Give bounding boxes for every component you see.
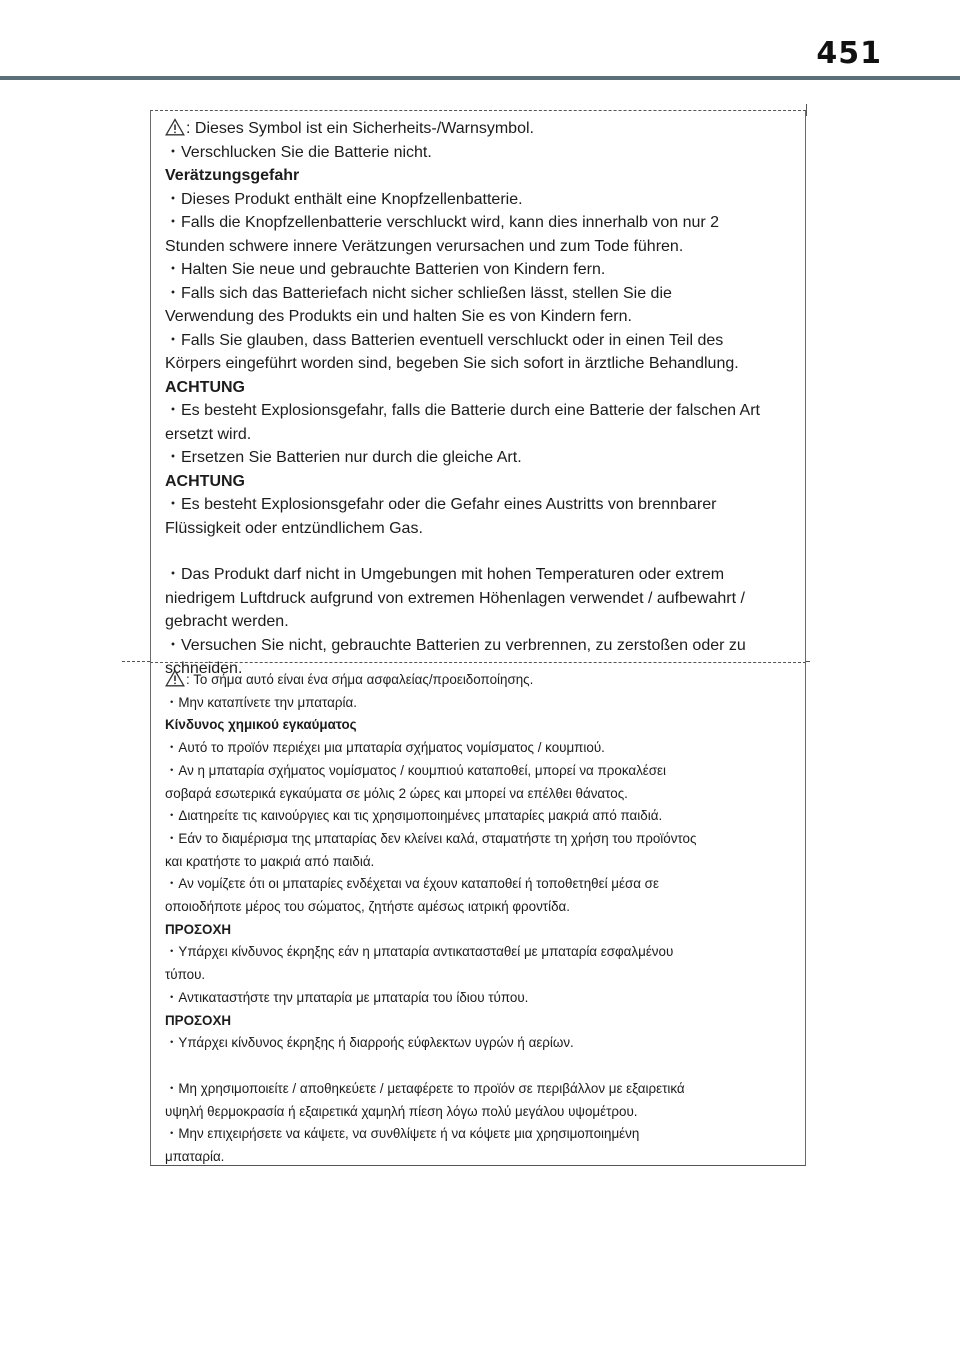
german-text-line: ・Es besteht Explosionsgefahr, falls die Batterie durch eine Batterie der falschen Art [165,402,760,419]
german-text-line: ・Das Produkt darf nicht in Umgebungen mit hohen Temperaturen oder extrem [165,566,725,583]
greek-text-line: μπαταρία. [165,1149,225,1165]
greek-warning-panel [150,662,806,1166]
greek-text-line: ・Διατηρείτε τις καινούργιες και τις χρησιμοποιημένες μπαταρίες μακριά από παιδιά. [165,808,663,824]
greek-text-line: τύπου. [165,967,206,983]
german-text-line: ・Ersetzen Sie Batterien nur durch die gleiche Art. [165,449,522,466]
german-text-line: ・Halten Sie neue und gebrauchte Batterien von Kindern fern. [165,261,606,278]
divider-right-extension [806,661,810,662]
german-text-line: Körpers eingeführt worden sind, begeben Sie sich sofort in ärztliche Behandlung. [165,355,739,372]
greek-text-line: ・Μη χρησιμοποιείτε / αποθηκεύετε / μεταφέρετε το προϊόν σε περιβάλλον με εξαιρετικά [165,1080,685,1096]
greek-text-line: ・Μην καταπίνετε την μπαταρία. [165,694,357,710]
german-lines [165,117,789,681]
greek-symbol-text: : Το σήμα αυτό είναι ένα σήμα ασφαλείας/προειδοποίησης. [186,672,534,687]
divider-left-extension [122,661,150,662]
greek-text-line: ・Αντικαταστήστε την μπαταρία με μπαταρία του ίδιου τύπου. [165,989,529,1005]
greek-text-line: ΠΡΟΣΟΧΗ [165,1012,232,1028]
greek-text-line: ・Υπάρχει κίνδυνος έκρηξης ή διαρροής εύφλεκτων υγρών ή αερίων. [165,1035,574,1051]
german-text-line: ・Falls Sie glauben, dass Batterien eventuell verschluckt oder in einen Teil des [165,331,724,349]
german-text-line: ・Falls sich das Batteriefach nicht sicher schließen lässt, stellen Sie die [165,284,672,302]
german-text-line: ersetzt wird. [165,425,252,443]
greek-text-line: ΠΡΟΣΟΧΗ [165,921,232,937]
greek-text-line: Κίνδυνος χημικού εγκαύματος [165,717,357,733]
greek-text-line: ・Αυτό το προϊόν περιέχει μια μπαταρία σχήματος νομίσματος / κουμπιού. [165,740,605,756]
german-symbol-text: : Dieses Symbol ist ein Sicherheits-/Warnsymbol. [186,120,534,137]
warning-triangle-icon [165,118,185,136]
page-number: 451 [816,36,882,71]
greek-symbol-line [165,669,789,692]
german-text-line: Flüssigkeit oder entzündlichem Gas. [165,519,423,537]
greek-text-line: υψηλή θερμοκρασία ή εξαιρετικά χαμηλή πίεση λόγω πολύ μεγάλου υψομέτρου. [165,1103,638,1119]
german-warning-panel [150,110,806,677]
german-text-line: ・Falls die Knopfzellenbatterie verschluckt wird, kann dies innerhalb von nur 2 [165,214,720,231]
warning-triangle-icon [165,669,185,687]
german-text-line: ACHTUNG [165,378,245,396]
frame-tick [806,104,807,116]
german-text-line: ・Verschlucken Sie die Batterie nicht. [165,143,432,161]
greek-text-line: ・Αν η μπαταρία σχήματος νομίσματος / κουμπιού καταποθεί, μπορεί να προκαλέσει [165,762,666,778]
german-text-line: Stunden schwere innere Verätzungen verursachen und zum Tode führen. [165,237,684,255]
german-text-line: ・Versuchen Sie nicht, gebrauchte Batterien zu verbrennen, zu zerstoßen oder zu [165,636,746,654]
greek-text-line: ・Μην επιχειρήσετε να κάψετε, να συνθλίψετε ή να κόψετε μια χρησιμοποιημένη [165,1126,640,1142]
greek-text-line: ・Υπάρχει κίνδυνος έκρηξης εάν η μπαταρία αντικατασταθεί με μπαταρία εσφαλμένου [165,944,674,960]
header-rule [0,76,960,80]
german-text-line: Verwendung des Produkts ein und halten Sie es von Kindern fern. [165,308,632,325]
german-symbol-line [165,117,789,141]
greek-text-line: σοβαρά εσωτερικά εγκαύματα σε μόλις 2 ώρες και μπορεί να επέλθει θάνατος. [165,785,628,801]
greek-lines [165,669,789,1169]
german-text-line: ACHTUNG [165,472,245,490]
german-text-line: schneiden. [165,660,243,677]
greek-text-line: οποιοδήποτε μέρος του σώματος, ζητήστε αμέσως ιατρική φροντίδα. [165,899,570,915]
german-text-line: Verätzungsgefahr [165,167,300,184]
german-text-line: gebracht werden. [165,613,289,630]
greek-text-line: ・Αν νομίζετε ότι οι μπαταρίες ενδέχεται να έχουν καταποθεί ή τοποθετηθεί μέσα σε [165,876,659,892]
german-text-line: niedrigem Luftdruck aufgrund von extremen Höhenlagen verwendet / aufbewahrt / [165,589,745,607]
greek-text-line: και κρατήστε το μακριά από παιδιά. [165,853,375,869]
greek-text-line: ・Εάν το διαμέρισμα της μπαταρίας δεν κλείνει καλά, σταματήστε τη χρήση του προϊόντος [165,830,697,846]
german-text-line: ・Es besteht Explosionsgefahr oder die Gefahr eines Austritts von brennbarer [165,496,717,513]
german-text-line: ・Dieses Produkt enthält eine Knopfzellenbatterie. [165,190,523,208]
